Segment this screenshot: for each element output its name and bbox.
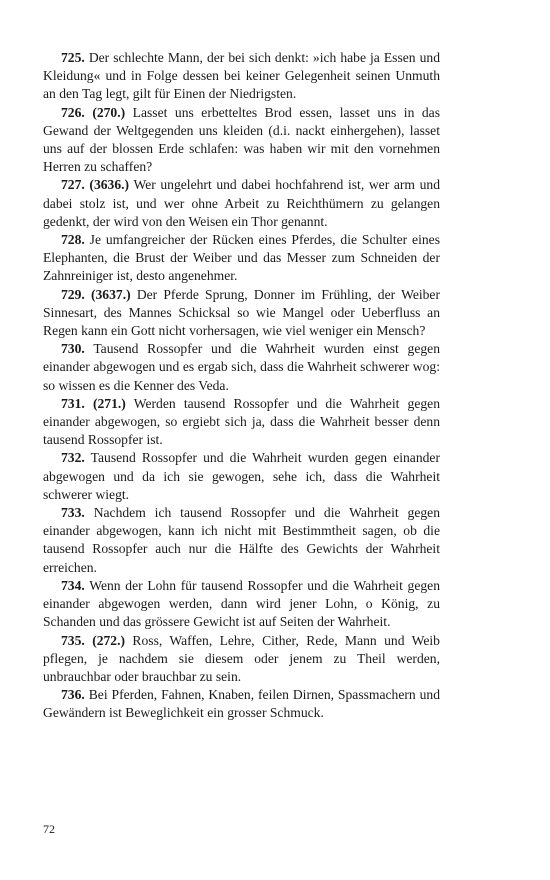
entry-number: 732. bbox=[61, 450, 85, 466]
page-number: 72 bbox=[43, 822, 55, 836]
entry-number: 733. bbox=[61, 505, 85, 521]
entry-number: 727. bbox=[61, 177, 85, 193]
entry-reference: (3636.) bbox=[89, 177, 130, 193]
entry-727 bbox=[43, 176, 440, 231]
entry-number: 730. bbox=[61, 341, 85, 357]
entry-734 bbox=[43, 577, 440, 632]
entry-729 bbox=[43, 286, 440, 341]
entry-736 bbox=[43, 686, 440, 722]
entry-reference: (271.) bbox=[92, 395, 126, 411]
entry-number: 734. bbox=[61, 577, 85, 593]
entry-text: Wenn der Lohn für tausend Rossopfer und die Wahrheit gegen einander abgewogen werden, dann wird jener Lohn, o König, zu Schanden und das grössere Gewicht ist auf Seiten der Wahrheit. bbox=[43, 577, 440, 630]
entry-732 bbox=[43, 449, 440, 504]
entry-text: Bei Pferden, Fahnen, Knaben, feilen Dirnen, Spassmachern und Gewändern ist Beweglichkeit ein grosser Schmuck. bbox=[43, 687, 440, 721]
entry-text: Tausend Rossopfer und die Wahrheit wurden gegen einander abgewogen und da ich sie gewogen, sehe ich, dass die Wahrheit schwerer wiegt. bbox=[43, 450, 440, 502]
entry-number: 726. bbox=[61, 104, 85, 120]
entry-number: 728. bbox=[61, 232, 85, 248]
entry-text: Wer ungelehrt und dabei hochfahrend ist, wer arm und dabei stolz ist, und wer ohne Arbeit zu Reichthümern zu gelangen gedenkt, der wird von den Weisen ein Thor genannt. bbox=[43, 177, 440, 229]
entry-728 bbox=[43, 231, 440, 286]
entry-number: 735. bbox=[61, 632, 85, 648]
entry-number: 729. bbox=[61, 286, 85, 302]
entry-text: Lasset uns erbetteltes Brod essen, lasset uns in das Gewand der Weltgegenden uns kleiden (d.i. nackt einhergehen), lasset uns auf der blossen Erde schlafen: was haben wir mit den vornehmen Herren zu schaffen? bbox=[43, 104, 440, 175]
entry-text: Tausend Rossopfer und die Wahrheit wurden einst gegen einander abgewogen und es ergab sich, dass die Wahrheit schwerer wog: so wissen es die Kenner des Veda. bbox=[43, 341, 440, 393]
verse-text-block bbox=[43, 49, 440, 723]
entry-730 bbox=[43, 340, 440, 395]
entry-text: Ross, Waffen, Lehre, Cither, Rede, Mann und Weib pflegen, je nachdem sie diesem oder jenem zu Theil werden, unbrauchbar oder brauchbar zu sein. bbox=[43, 632, 440, 684]
entry-number: 725. bbox=[61, 50, 85, 65]
entry-reference: (270.) bbox=[92, 104, 126, 120]
entry-725 bbox=[43, 49, 440, 104]
entry-733 bbox=[43, 504, 440, 577]
entry-number: 736. bbox=[61, 687, 85, 703]
entry-text: Nachdem ich tausend Rossopfer und die Wahrheit gegen einander abgewogen, kann ich nicht mit Bestimmtheit sagen, ob die tausend Rossopfer auch nur die Hälfte des Gewichts der Wahrheit erreichen. bbox=[43, 505, 440, 575]
entry-text: Der schlechte Mann, der bei sich denkt: »ich habe ja Essen und Kleidung« und in Folge dessen bei keiner Gelegenheit seinen Unmuth an den Tag legt, gilt für Einen der Niedrigsten. bbox=[43, 50, 440, 102]
entry-731 bbox=[43, 395, 440, 450]
entry-reference: (3637.) bbox=[90, 286, 131, 302]
entry-text: Der Pferde Sprung, Donner im Frühling, der Weiber Sinnesart, des Mannes Schicksal so wie Mangel oder Ueberfluss an Regen kann ein Gott nicht vorhersagen, wie viel weniger ein Mensch? bbox=[43, 286, 440, 339]
entry-reference: (272.) bbox=[92, 632, 126, 648]
entry-726 bbox=[43, 104, 440, 177]
entry-text: Werden tausend Rossopfer und die Wahrheit gegen einander abgewogen, so ergiebt sich ja, dass die Wahrheit besser denn tausend Rossopfer ist. bbox=[43, 395, 440, 448]
entry-number: 731. bbox=[61, 395, 85, 411]
entry-text: Je umfangreicher der Rücken eines Pferdes, die Schulter eines Elephanten, die Brust der Weiber und das Messer zum Schneiden der Zahnreiniger ist, desto angenehmer. bbox=[43, 232, 440, 284]
entry-735 bbox=[43, 632, 440, 687]
